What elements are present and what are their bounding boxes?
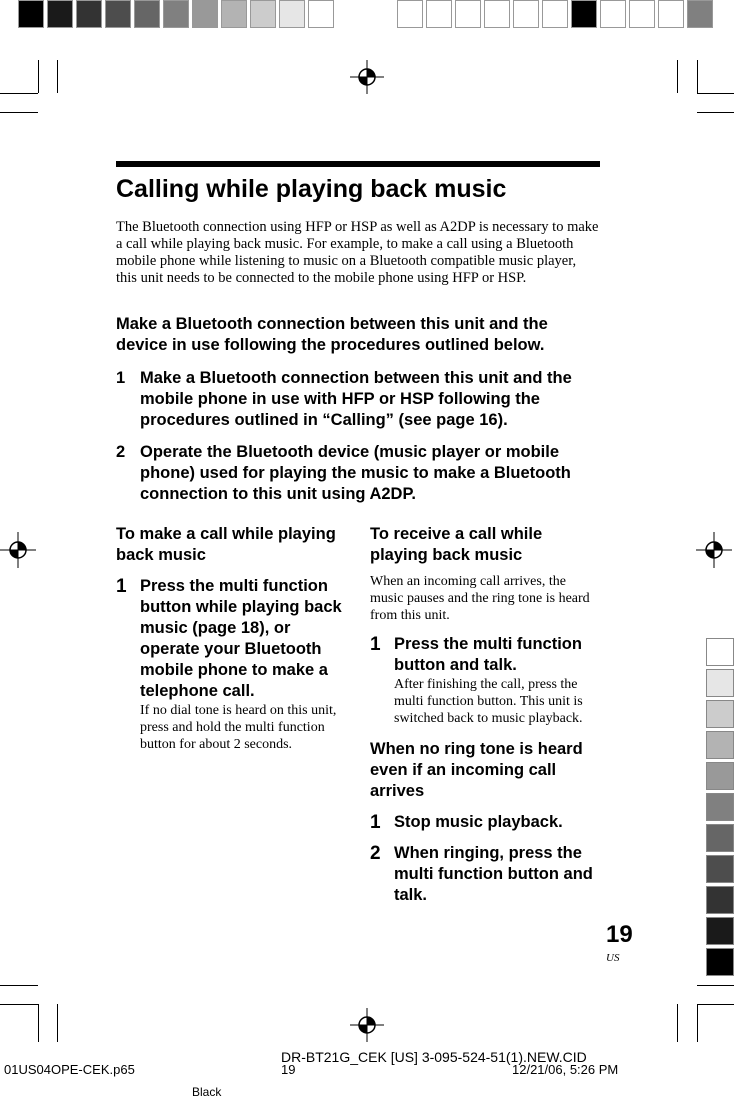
receive-call-step: [370, 634, 602, 676]
registration-mark-icon: [350, 1008, 384, 1042]
color-swatch: [571, 0, 597, 28]
color-swatch: [706, 638, 734, 666]
color-swatch: [706, 669, 734, 697]
color-swatch: [706, 917, 734, 945]
step-number: 2: [370, 843, 381, 864]
color-swatch: [484, 0, 510, 28]
footer-model: DR-BT21G_CEK [US] 3-095-524-51(1).NEW.CID: [281, 1049, 587, 1065]
color-swatch: [163, 0, 189, 28]
color-swatch: [542, 0, 568, 28]
color-swatch: [687, 0, 713, 28]
registration-mark-icon: [696, 532, 732, 568]
registration-color-bar: [397, 0, 716, 30]
page-title: Calling while playing back music: [116, 175, 507, 203]
color-swatch: [250, 0, 276, 28]
footer-plate: Black: [192, 1085, 222, 1099]
step-note: After finishing the call, press the multi function button. This unit is switched back to music playback.: [394, 677, 583, 726]
color-swatch: [76, 0, 102, 28]
step-text: Make a Bluetooth connection between this unit and the mobile phone in use with HFP or HSP following the procedures outlined in “Calling” (see page 16).: [140, 369, 572, 429]
color-swatch: [706, 700, 734, 728]
step-text: When ringing, press the multi function button and talk.: [394, 844, 593, 904]
color-swatch: [706, 855, 734, 883]
color-swatch: [455, 0, 481, 28]
step-number: 1: [370, 812, 381, 833]
step-text: Press the multi function button and talk.: [394, 635, 582, 674]
color-swatch: [513, 0, 539, 28]
footer-page: 19: [281, 1062, 296, 1077]
color-swatch: [600, 0, 626, 28]
color-swatch: [105, 0, 131, 28]
footer-file: 01US04OPE-CEK.p65: [4, 1062, 135, 1077]
receive-call-body: When an incoming call arrives, the music pauses and the ring tone is heard from this unit.: [370, 574, 590, 623]
color-swatch: [221, 0, 247, 28]
intro-paragraph: The Bluetooth connection using HFP or HSP as well as A2DP is necessary to make a call while playing back music. For example, to make a call using a Bluetooth mobile phone while listening to music on a Bluetooth compatible music player, this unit needs to be connected to the mobile phone using HFP or HSP.: [116, 219, 599, 286]
edge-tab-stack: [706, 638, 734, 979]
step-note: If no dial tone is heard on this unit, press and hold the multi function button for about 2 seconds.: [140, 703, 337, 752]
color-swatch: [192, 0, 218, 28]
make-call-step: [116, 576, 350, 702]
color-swatch: [426, 0, 452, 28]
step-text: Stop music playback.: [394, 813, 563, 831]
registration-mark-icon: [0, 532, 36, 568]
color-swatch: [658, 0, 684, 28]
no-ring-heading: When no ring tone is heard even if an incoming call arrives: [370, 740, 583, 800]
procedure-step-1: [116, 368, 600, 432]
color-swatch: [706, 731, 734, 759]
color-swatch: [279, 0, 305, 28]
page-language: US: [606, 952, 620, 964]
color-swatch: [706, 886, 734, 914]
color-swatch: [18, 0, 44, 28]
color-swatch: [134, 0, 160, 28]
step-number: 2: [116, 443, 126, 461]
step-number: 1: [116, 369, 126, 387]
registration-mark-icon: [350, 60, 384, 94]
step-number: 1: [116, 576, 127, 597]
no-ring-step-1: [370, 812, 602, 833]
make-call-heading: To make a call while playing back music: [116, 525, 336, 564]
no-ring-step-2: [370, 843, 602, 906]
section-rule: [116, 161, 600, 167]
color-swatch: [47, 0, 73, 28]
color-swatch: [397, 0, 423, 28]
color-swatch: [706, 762, 734, 790]
receive-call-heading: To receive a call while playing back music: [370, 525, 543, 564]
color-swatch: [308, 0, 334, 28]
grayscale-color-bar: [18, 0, 337, 30]
step-number: 1: [370, 634, 381, 655]
footer-date: 12/21/06, 5:26 PM: [512, 1062, 619, 1077]
color-swatch: [706, 948, 734, 976]
color-swatch: [706, 824, 734, 852]
receive-call-section: [370, 524, 602, 906]
color-swatch: [629, 0, 655, 28]
make-call-section: [116, 524, 350, 753]
color-swatch: [706, 793, 734, 821]
page-number: 19: [606, 921, 633, 948]
procedure-step-2: [116, 442, 600, 506]
step-text: Press the multi function button while playing back music (page 18), or operate your Bluetooth mobile phone to make a telephone call.: [140, 577, 342, 700]
step-text: Operate the Bluetooth device (music player or mobile phone) used for playing the music to make a Bluetooth connection to this unit using A2DP.: [140, 443, 571, 503]
lead-instruction: Make a Bluetooth connection between this unit and the device in use following the procedures outlined below.: [116, 315, 548, 354]
